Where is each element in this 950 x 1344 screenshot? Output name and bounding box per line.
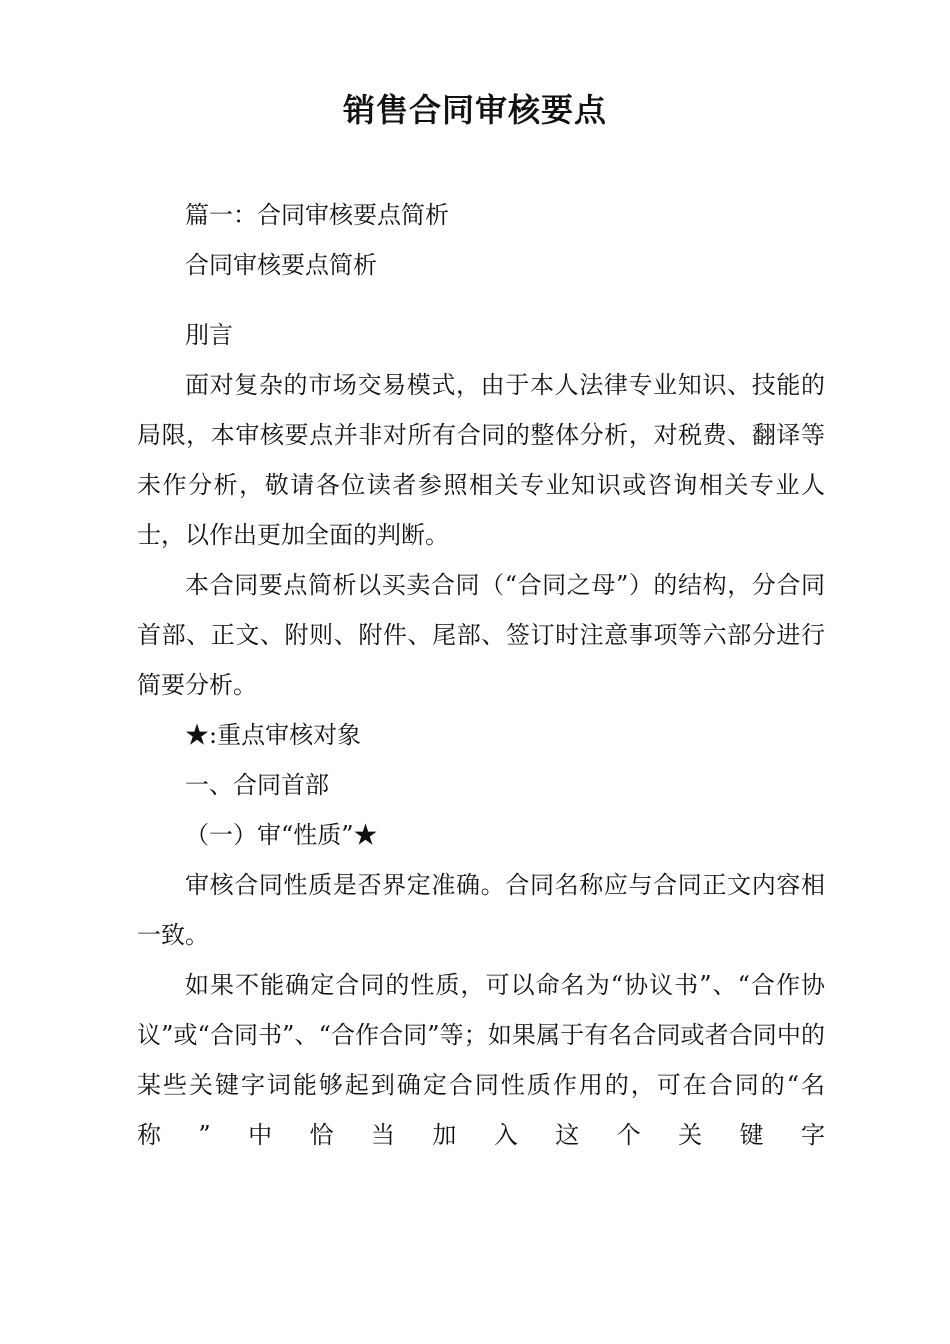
subtitle: 合同审核要点简析 (185, 251, 377, 279)
preface-heading: 刖言 (185, 321, 233, 349)
nature-paragraph-2: 如果不能确定合同的性质，可以命名为“协议书”、“合作协议”或“合同书”、“合作合同”等；如果属于有名合同或者合同中的某些关键字词能够起到确定合同性质作用的，可在合同的“名称”中恰当加入这个关键字 (137, 971, 825, 1149)
document-title: 销售合同审核要点 (342, 91, 607, 129)
paragraph-gap (137, 290, 825, 310)
key-review-note: ★:重点审核对象 (185, 721, 362, 749)
preface-paragraph-1: 面对复杂的市场交易模式，由于本人法律专业知识、技能的局限，本审核要点并非对所有合同的整体分析，对税费、翻译等未作分析，敬请各位读者参照相关专业知识或咨询相关专业人士，以作出更加全面的判断。 (137, 371, 825, 549)
preface-paragraph-2: 本合同要点简析以买卖合同（“合同之母”）的结构，分合同首部、正文、附则、附件、尾部、签订时注意事项等六部分进行简要分析。 (137, 571, 825, 699)
nature-paragraph-1: 审核合同性质是否界定准确。合同名称应与合同正文内容相一致。 (137, 871, 825, 949)
section-heading-part-one: 篇一：合同审核要点简析 (185, 201, 449, 229)
subsection-heading-nature: （一）审“性质”★ (185, 821, 378, 849)
document-body (137, 190, 825, 1160)
section-heading-contract-header: 一、合同首部 (185, 771, 329, 799)
